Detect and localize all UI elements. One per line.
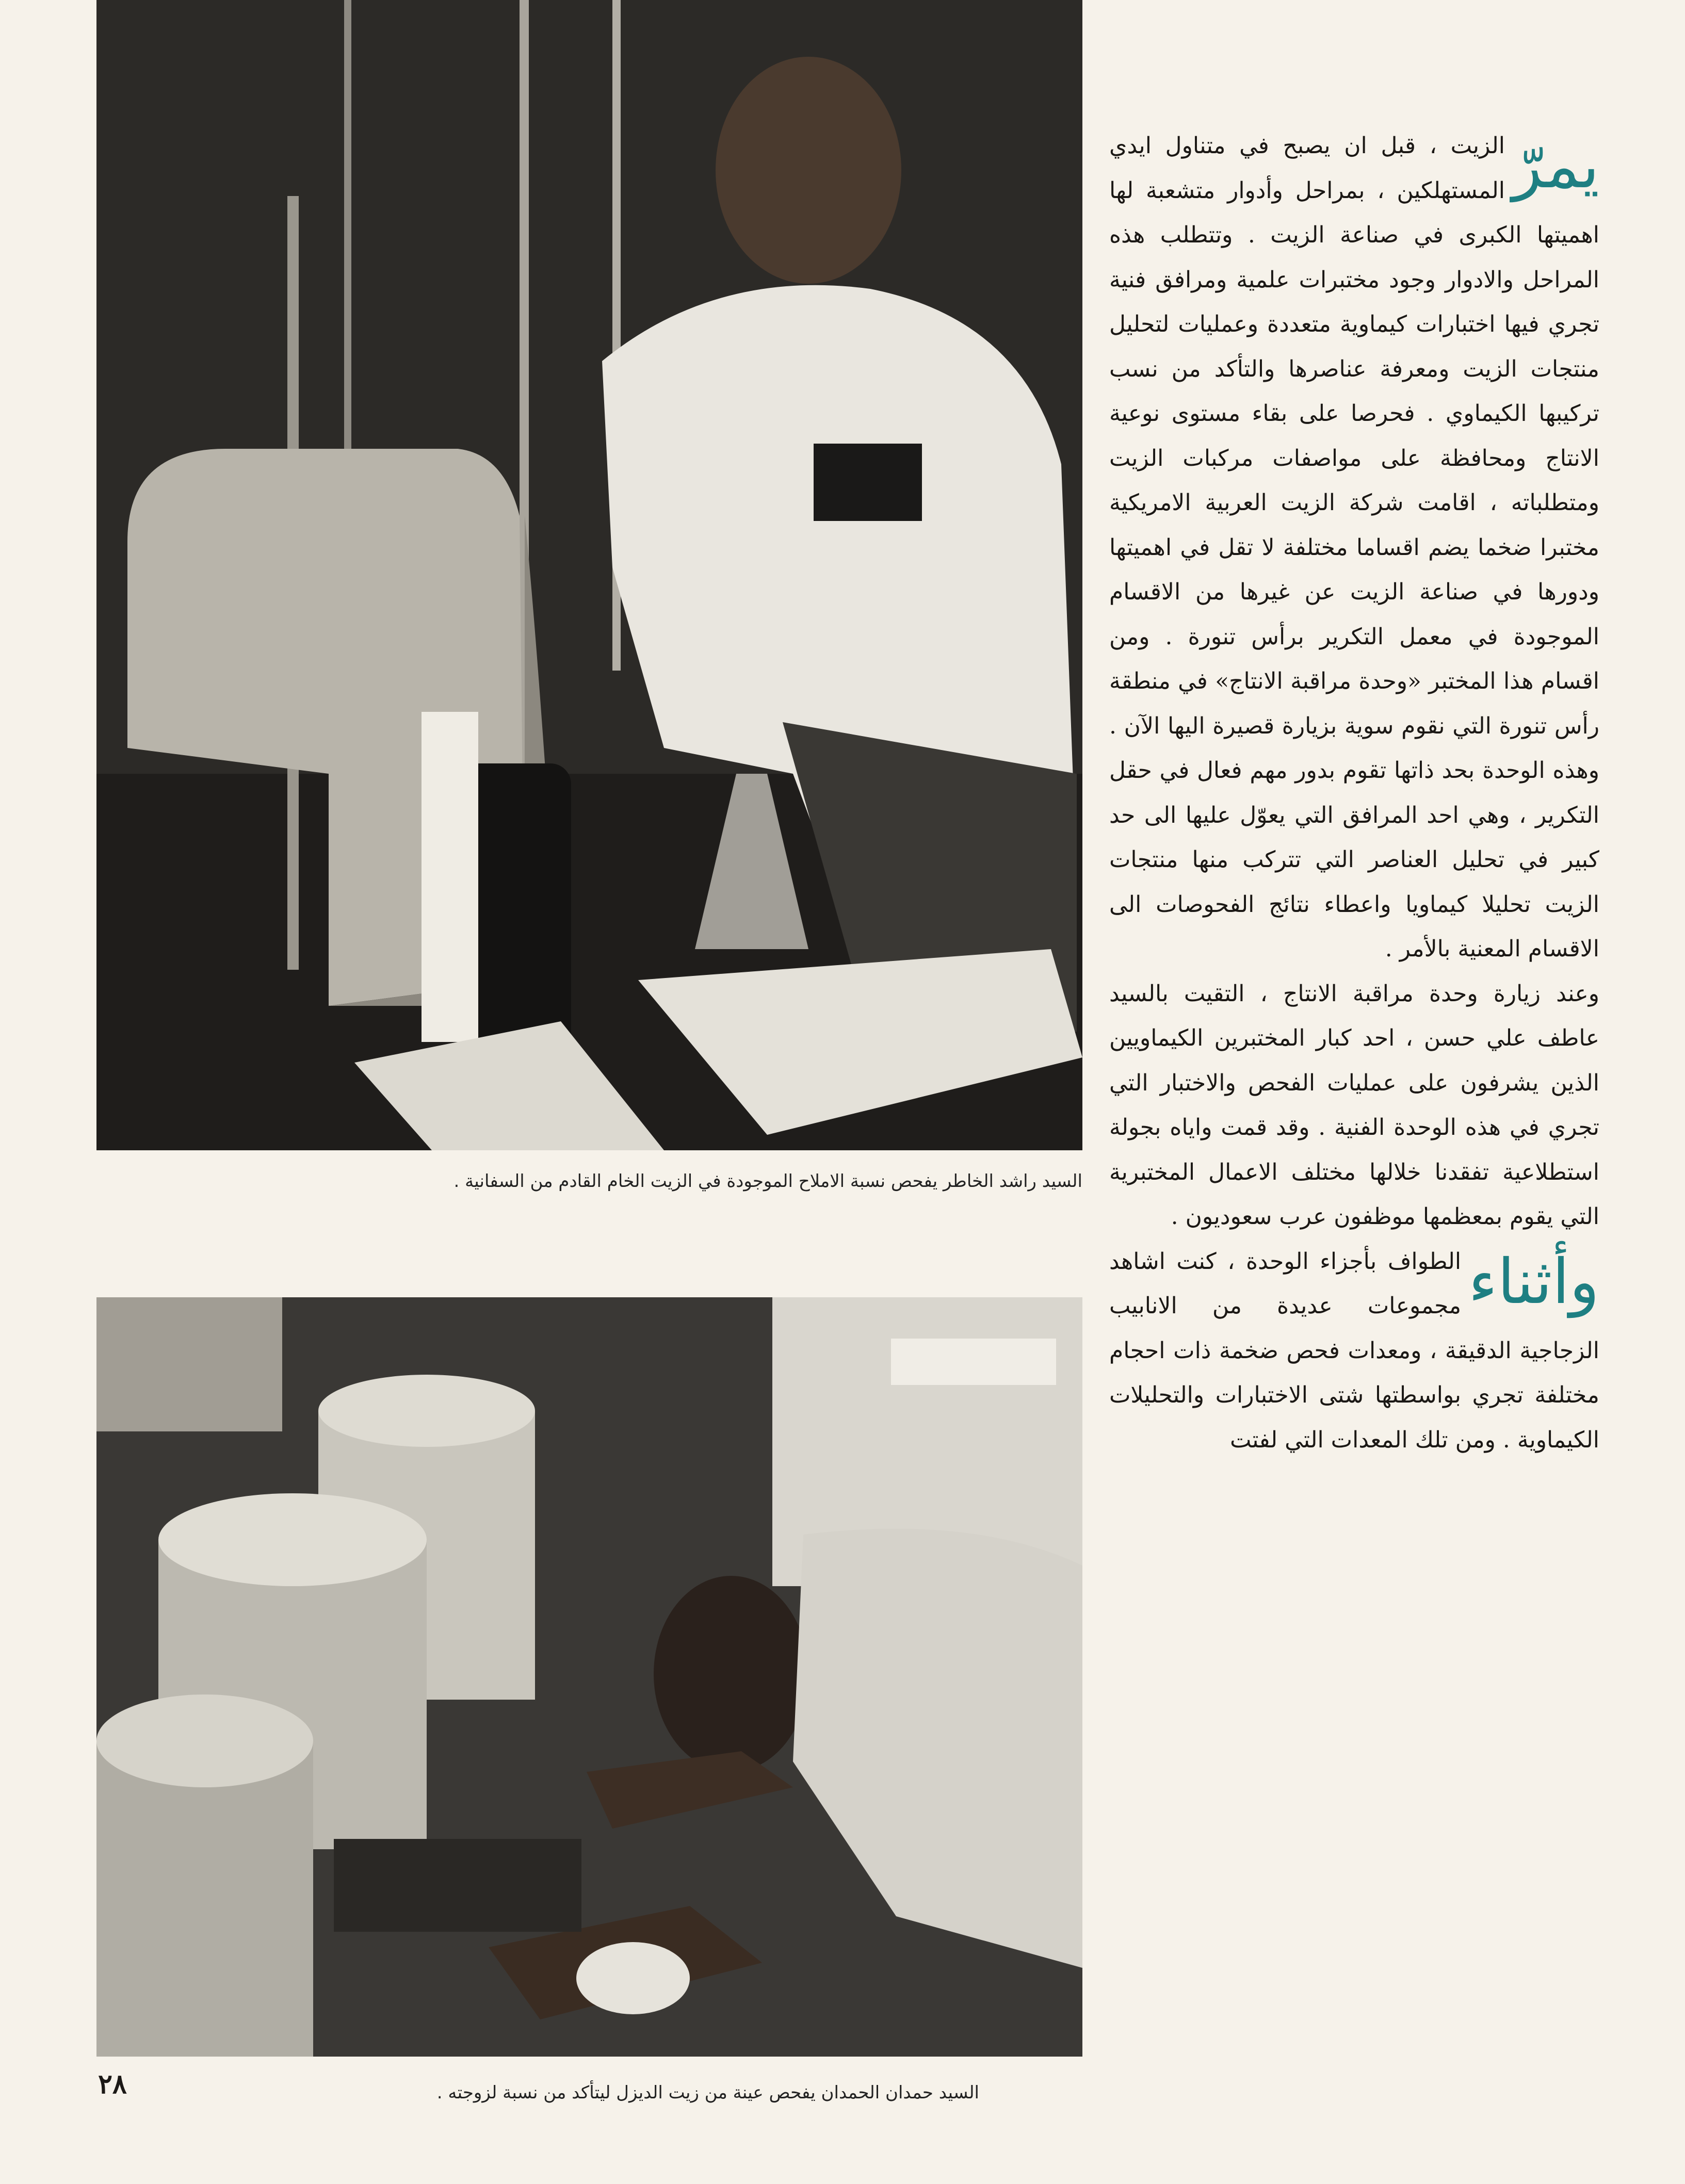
article-paragraph-3 <box>1109 1240 1599 1463</box>
lab-photo-1 <box>96 0 1082 1150</box>
article-paragraph-2 <box>1109 972 1599 1240</box>
paragraph-3-text: الطواف بأجزاء الوحدة ، كنت اشاهد مجموعات عديدة من الانابيب الزجاجية الدقيقة ، ومعدات فحص ضخمة ذات احجام مختلفة تجري بواسطتها شتى الاختبارات والتحليلات الكيماوية . ومن تلك المعدات التي لفتت <box>1109 1248 1599 1453</box>
article-column <box>1109 124 1599 1462</box>
paragraph-2-text: وعند زيارة وحدة مراقبة الانتاج ، التقيت بالسيد عاطف علي حسن ، احد كبار المختبرين الكيماويين الذين يشرفون على عمليات الفحص والاختبار التي تجري في هذه الوحدة الفنية . وقد قمت واياه بجولة استطلاعية تفقدنا خلالها مختلف الاعمال المختبرية التي يقوم بمعظمها موظفون عرب سعوديون . <box>1109 980 1599 1230</box>
dropcap-1: يمرّ <box>1512 131 1599 202</box>
article-paragraph-1 <box>1109 124 1599 972</box>
lab-photo-2-illustration <box>96 1297 1082 2057</box>
page-number: ٢٨ <box>98 2068 127 2100</box>
photo-2-caption: السيد حمدان الحمدان يفحص عينة من زيت الديزل ليتأكد من نسبة لزوجته . <box>436 2082 979 2103</box>
lab-photo-1-illustration <box>96 0 1082 1150</box>
photo-1-caption: السيد راشد الخاطر يفحص نسبة الاملاح الموجودة في الزيت الخام القادم من السفانية . <box>453 1171 1082 1192</box>
lab-photo-2 <box>96 1297 1082 2057</box>
dropcap-2: وأثناء <box>1468 1246 1599 1318</box>
paragraph-1-text: الزيت ، قبل ان يصبح في متناول ايدي المستهلكين ، بمراحل وأدوار متشعبة لها اهميتها الكبرى في صناعة الزيت . وتتطلب هذه المراحل والادوار وجود مختبرات علمية ومرافق فنية تجري فيها اختبارات كيماوية متعددة وعمليات لتحليل منتجات الزيت ومعرفة عناصرها والتأكد من نسب تركيبها الكيماوي . فحرصا على بقاء مستوى نوعية الانتاج ومحافظة على مواصفات مركبات الزيت ومتطلباته ، اقامت شركة الزيت العربية الامريكية مختبرا ضخما يضم اقساما مختلفة لا تقل في اهميتها ودورها في صناعة الزيت عن غيرها من الاقسام الموجودة في معمل التكرير برأس تنورة . ومن اقسام هذا المختبر «وحدة مراقبة الانتاج» في منطقة رأس تنورة التي نقوم سوية بزيارة قصيرة اليها الآن . وهذه الوحدة بحد ذاتها تقوم بدور مهم فعال في حقل التكرير ، وهي احد المرافق التي يعوّل عليها الى حد كبير في تحليل العناصر التي تتركب منها منتجات الزيت تحليلا كيماويا واعطاء نتائج الفحوصات الى الاقسام المعنية بالأمر . <box>1109 133 1600 962</box>
